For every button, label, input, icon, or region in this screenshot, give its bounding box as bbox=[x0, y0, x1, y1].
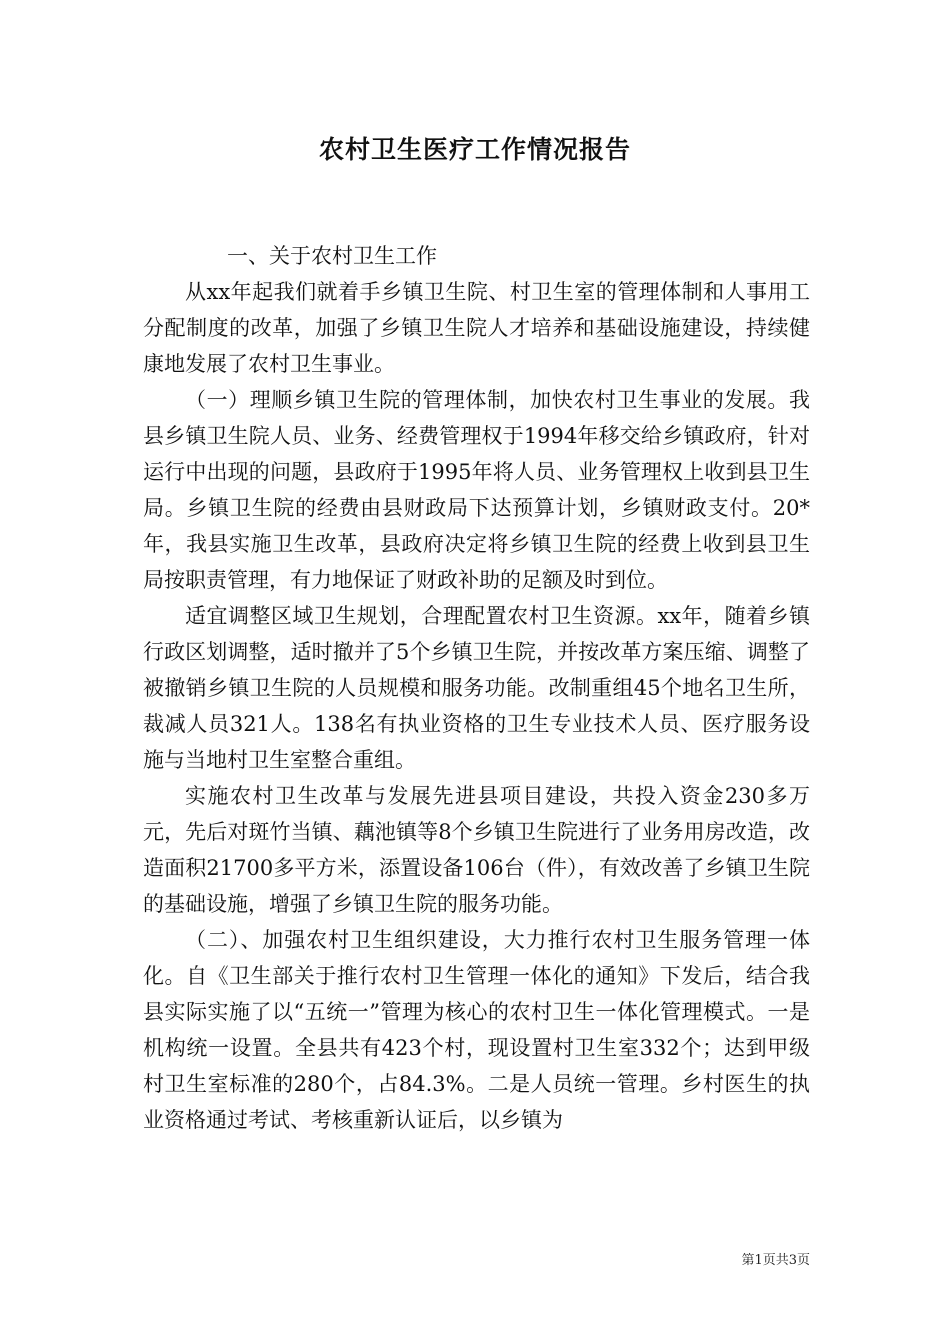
document-body bbox=[143, 238, 810, 1138]
body-paragraph: （二）、加强农村卫生组织建设，大力推行农村卫生服务管理一体化。自《卫生部关于推行农村卫生管理一体化的通知》下发后，结合我县实际实施了以“五统一”管理为核心的农村卫生一体化管理模式。一是机构统一设置。全县共有423个村，现设置村卫生室332个；达到甲级村卫生室标准的280个，占84.3%。二是人员统一管理。乡村医生的执业资格通过考试、考核重新认证后，以乡镇为 bbox=[143, 928, 810, 1132]
body-paragraph: 适宜调整区域卫生规划，合理配置农村卫生资源。xx年，随着乡镇行政区划调整，适时撤并了5个乡镇卫生院，并按改革方案压缩、调整了被撤销乡镇卫生院的人员规模和服务功能。改制重组45个地名卫生所，裁减人员321人。138名有执业资格的卫生专业技术人员、医疗服务设施与当地村卫生室整合重组。 bbox=[143, 604, 810, 772]
body-paragraph: 实施农村卫生改革与发展先进县项目建设，共投入资金230多万元，先后对斑竹当镇、藕池镇等8个乡镇卫生院进行了业务用房改造，改造面积21700多平方米，添置设备106台（件），有效改善了乡镇卫生院的基础设施，增强了乡镇卫生院的服务功能。 bbox=[143, 784, 810, 916]
section-heading: 一、关于农村卫生工作 bbox=[227, 244, 437, 268]
body-paragraph: （一）理顺乡镇卫生院的管理体制，加快农村卫生事业的发展。我县乡镇卫生院人员、业务、经费管理权于1994年移交给乡镇政府，针对运行中出现的问题，县政府于1995年将人员、业务管理权上收到县卫生局。乡镇卫生院的经费由县财政局下达预算计划，乡镇财政支付。20*年，我县实施卫生改革，县政府决定将乡镇卫生院的经费上收到县卫生局按职责管理，有力地保证了财政补助的足额及时到位。 bbox=[143, 388, 810, 592]
page-number: 第1页共3页 bbox=[741, 1253, 810, 1268]
body-paragraph: 从xx年起我们就着手乡镇卫生院、村卫生室的管理体制和人事用工分配制度的改革，加强了乡镇卫生院人才培养和基础设施建设，持续健康地发展了农村卫生事业。 bbox=[143, 280, 810, 376]
document-title: 农村卫生医疗工作情况报告 bbox=[318, 135, 631, 164]
